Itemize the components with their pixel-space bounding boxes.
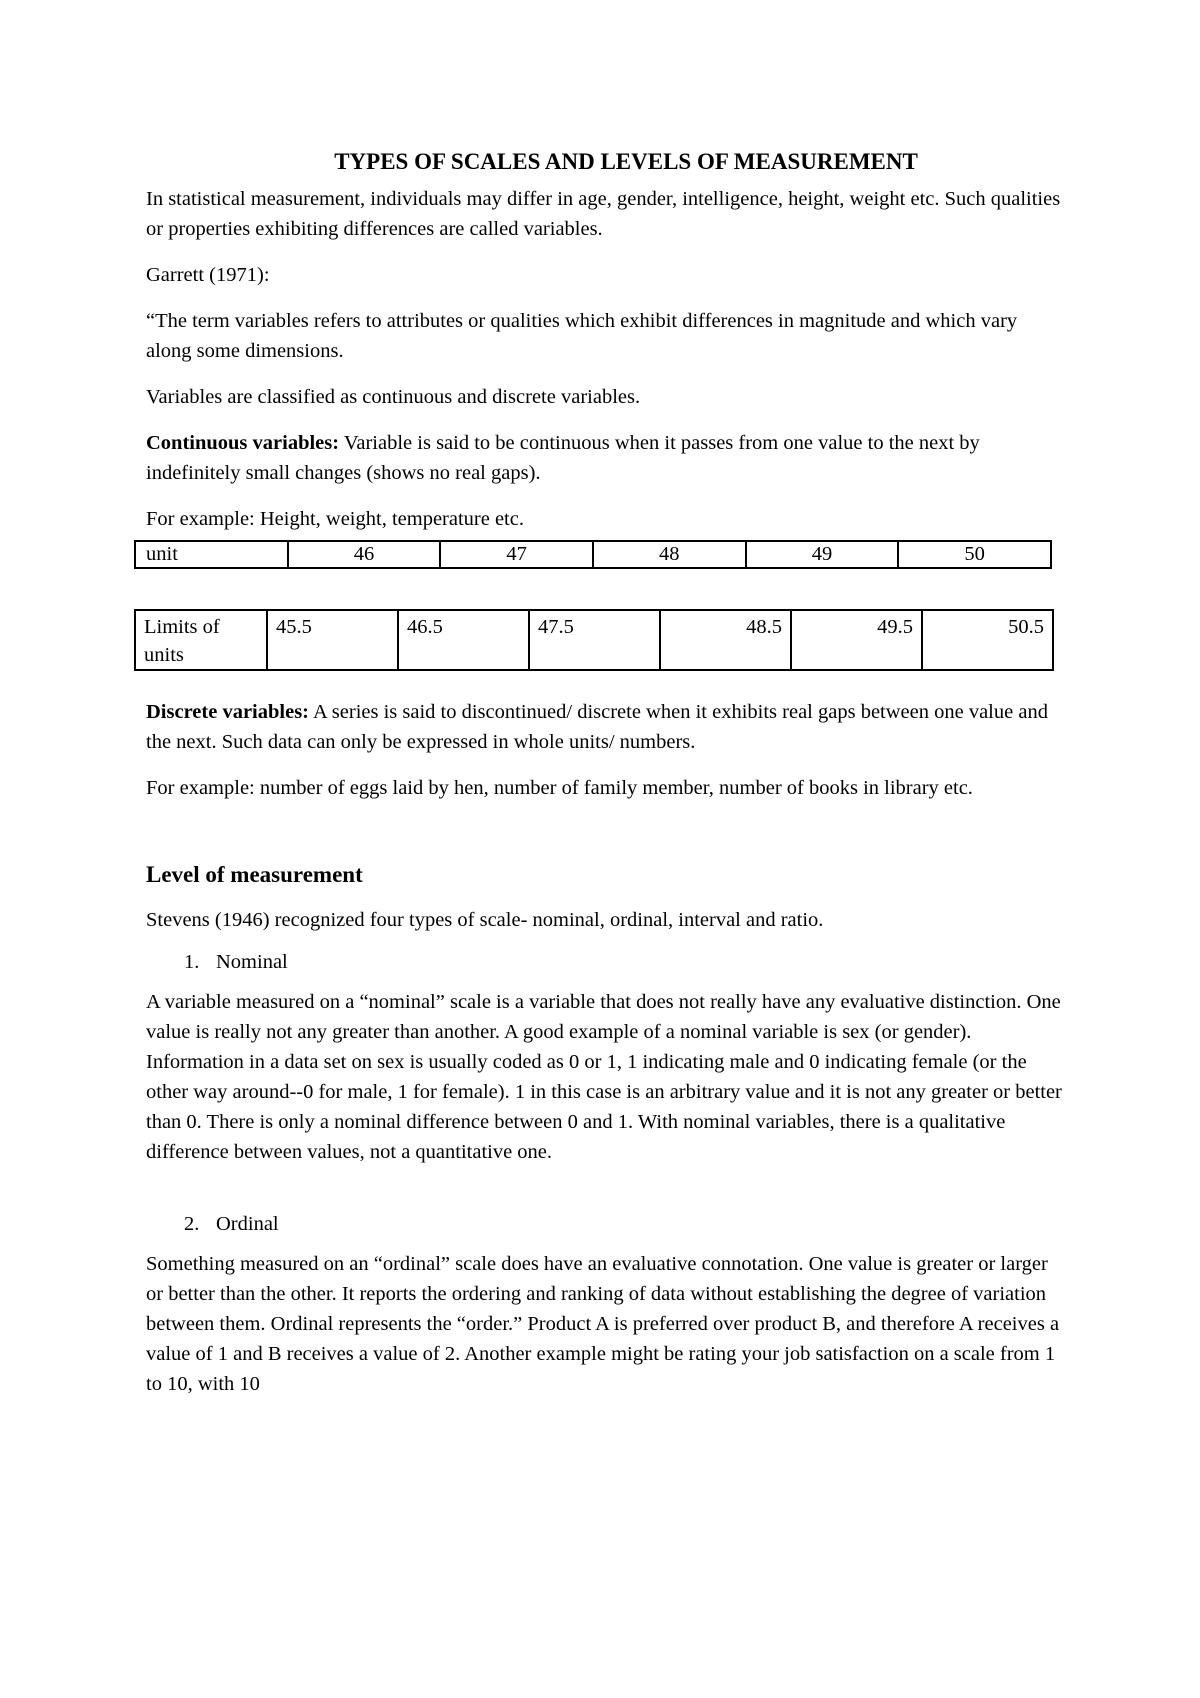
table-cell: 46 — [288, 541, 441, 568]
table-row — [135, 541, 1051, 568]
continuous-label: Continuous variables: — [146, 432, 340, 454]
continuous-example: For example: Height, weight, temperature etc. — [146, 508, 524, 530]
continuous-text: Variable is said to be continuous when it passes from one value to the next by indefinitely small changes (shows no real gaps). — [146, 432, 980, 484]
classification-paragraph: Variables are classified as continuous and discrete variables. — [146, 386, 641, 408]
table-row — [135, 610, 1053, 670]
spacer — [146, 1183, 1066, 1209]
limits-table — [134, 609, 1054, 671]
table-cell: 47 — [440, 541, 593, 568]
table-cell: 50.5 — [922, 610, 1053, 670]
page-title: TYPES OF SCALES AND LEVELS OF MEASUREMENT — [334, 149, 918, 174]
garrett-reference: Garrett (1971): — [146, 264, 270, 286]
list-label: Ordinal — [216, 1213, 279, 1235]
table-cell: 49.5 — [791, 610, 922, 670]
stevens-paragraph: Stevens (1946) recognized four types of scale- nominal, ordinal, interval and ratio. — [146, 909, 824, 931]
list-label: Nominal — [216, 951, 288, 973]
discrete-label: Discrete variables: — [146, 701, 309, 723]
table-cell: 47.5 — [529, 610, 660, 670]
table-gap — [146, 569, 1066, 609]
garrett-quote: “The term variables refers to attributes or qualities which exhibit differences in magnitude and which vary along some dimensions. — [146, 310, 1018, 362]
table-cell: 45.5 — [267, 610, 398, 670]
discrete-text: A series is said to discontinued/ discrete when it exhibits real gaps between one value and the next. Such data can only be expressed in whole units/ numbers. — [146, 701, 1048, 753]
intro-paragraph: In statistical measurement, individuals may differ in age, gender, intelligence, height, weight etc. Such qualities or properties exhibiting differences are called variables. — [146, 188, 1061, 240]
unit-table — [134, 540, 1052, 569]
list-number: 1. — [184, 951, 200, 973]
table-cell: 48.5 — [660, 610, 791, 670]
discrete-example: For example: number of eggs laid by hen, number of family member, number of books in library etc. — [146, 777, 973, 799]
table-cell: 49 — [746, 541, 899, 568]
table-cell: 50 — [898, 541, 1051, 568]
table-cell: 46.5 — [398, 610, 529, 670]
continuous-paragraph — [146, 428, 1066, 488]
list-item-nominal — [146, 947, 1066, 977]
list-number: 2. — [184, 1213, 200, 1235]
document-content — [146, 146, 1066, 1415]
table-cell: 48 — [593, 541, 746, 568]
table-cell: Limits of units — [135, 610, 267, 670]
ordinal-paragraph: Something measured on an “ordinal” scale does have an evaluative connotation. One value is greater or larger or better than the other. It reports the ordering and ranking of data without establishing the degree of variation between them. Ordinal represents the “order.” Product A is preferred over product B, and therefore A receives a value of 1 and B receives a value of 2. Another example might be rating your job satisfaction on a scale from 1 to 10, with 10 — [146, 1253, 1060, 1395]
discrete-paragraph — [146, 697, 1066, 757]
table-cell: unit — [135, 541, 288, 568]
list-item-ordinal — [146, 1209, 1066, 1239]
level-heading: Level of measurement — [146, 862, 363, 887]
nominal-paragraph: A variable measured on a “nominal” scale is a variable that does not really have any evaluative distinction. One value is really not any greater than another. A good example of a nominal variable is sex (or gender). Information in a data set on sex is usually coded as 0 or 1, 1 indicating male and 0 indicating female (or the other way around--0 for male, 1 for female). 1 in this case is an arbitrary value and it is not any greater or better than 0. There is only a nominal difference between 0 and 1. With nominal variables, there is a qualitative difference between values, not a quantitative one. — [146, 991, 1062, 1163]
